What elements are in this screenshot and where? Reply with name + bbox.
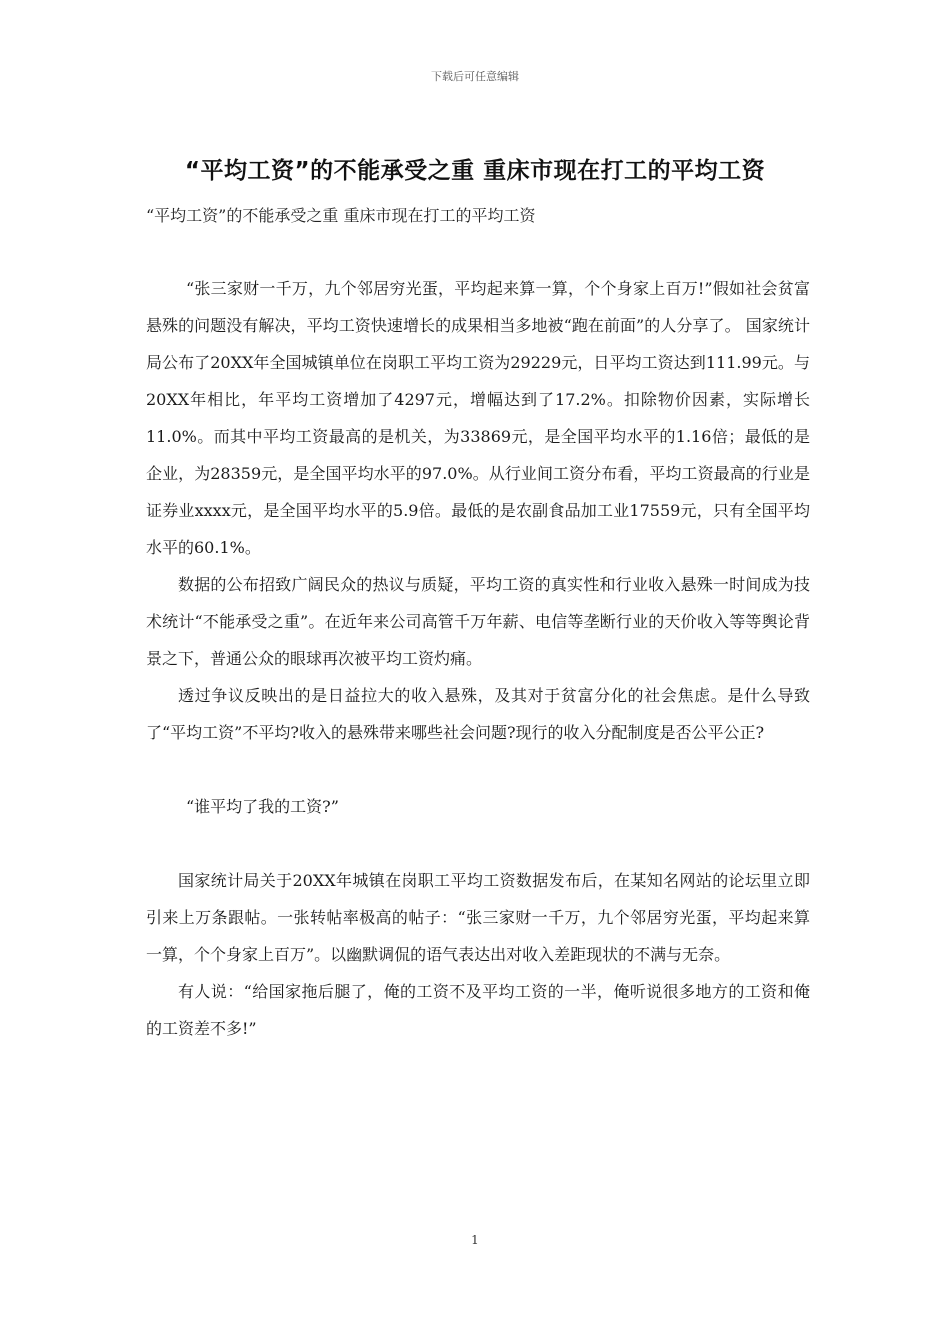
header-note: 下载后可任意编辑 bbox=[431, 70, 519, 83]
page-number: 1 bbox=[471, 1233, 479, 1247]
document-body bbox=[146, 270, 810, 1047]
paragraph-1: “张三家财一千万，九个邻居穷光蛋，平均起来算一算，个个身家上百万!”假如社会贫富悬殊的问题没有解决，平均工资快速增长的成果相当多地被“跑在前面”的人分享了。 国家统计局公布了20XX年全国城镇单位在岗职工平均工资为29229元，日平均工资达到111.99元。与20XX年相比，年平均工资增加了4297元，增幅达到了17.2%。扣除物价因素，实际增长11.0%。而其中平均工资最高的是机关，为33869元，是全国平均水平的1.16倍；最低的是企业，为28359元，是全国平均水平的97.0%。从行业间工资分布看，平均工资最高的行业是证券业xxxx元，是全国平均水平的5.9倍。最低的是农副食品加工业17559元，只有全国平均水平的60.1%。 bbox=[146, 279, 810, 557]
paragraph-3: 透过争议反映出的是日益拉大的收入悬殊，及其对于贫富分化的社会焦虑。是什么导致了“平均工资”不平均?收入的悬殊带来哪些社会问题?现行的收入分配制度是否公平公正? bbox=[146, 686, 810, 742]
section-heading: “谁平均了我的工资?” bbox=[186, 797, 339, 816]
document-subtitle: “平均工资”的不能承受之重 重床市现在打工的平均工资 bbox=[146, 206, 536, 225]
paragraph-4: 国家统计局关于20XX年城镇在岗职工平均工资数据发布后，在某知名网站的论坛里立即引来上万条跟帖。一张转帖率极高的帖子：“张三家财一千万，九个邻居穷光蛋，平均起来算一算，个个身家上百万”。以幽默调侃的语气表达出对收入差距现状的不满与无奈。 bbox=[146, 871, 810, 964]
paragraph-2: 数据的公布招致广阔民众的热议与质疑，平均工资的真实性和行业收入悬殊一时间成为技术统计“不能承受之重”。在近年来公司高管千万年薪、电信等垄断行业的天价收入等等舆论背景之下，普通公众的眼球再次被平均工资灼痛。 bbox=[146, 575, 810, 668]
document-title: “平均工资”的不能承受之重 重床市现在打工的平均工资 bbox=[184, 158, 766, 184]
paragraph-5: 有人说：“给国家拖后腿了，俺的工资不及平均工资的一半，俺听说很多地方的工资和俺的工资差不多!” bbox=[146, 982, 810, 1038]
